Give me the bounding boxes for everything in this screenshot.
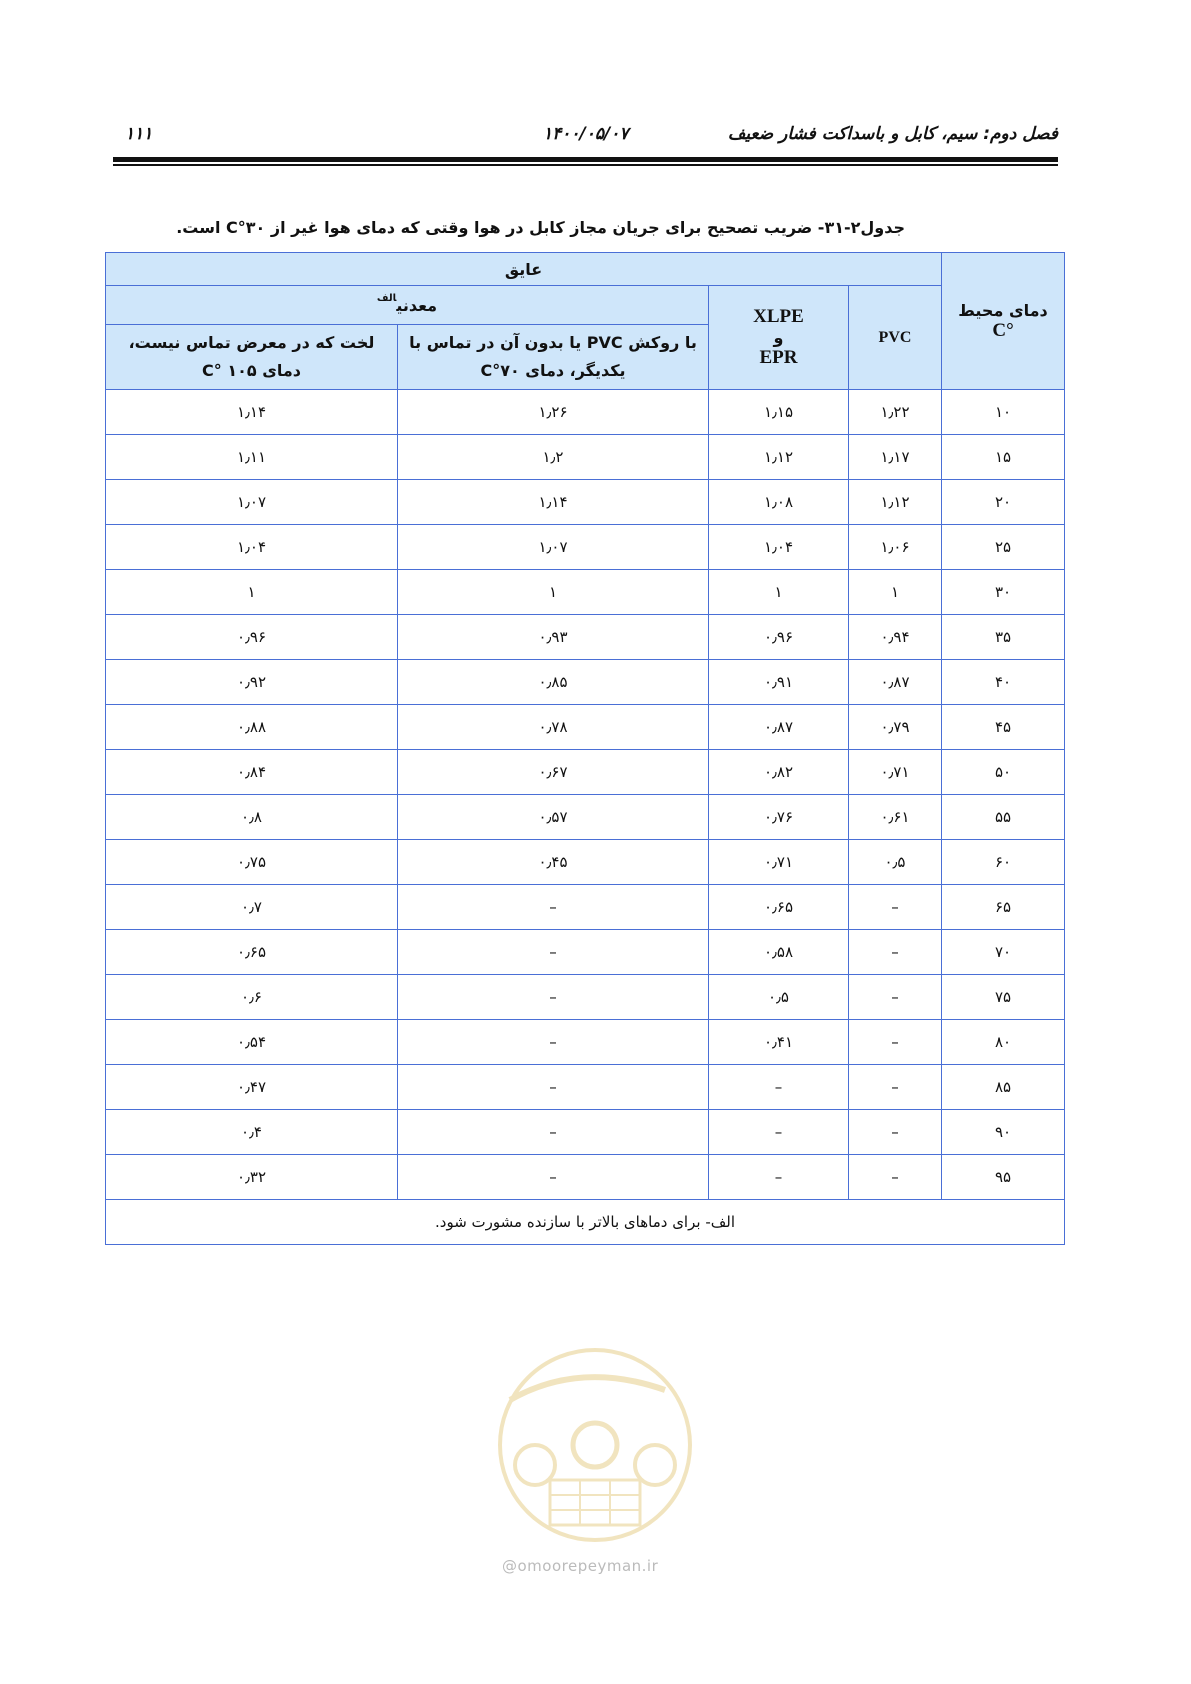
ambient-label: دمای محیط <box>958 300 1048 320</box>
cell-ambient-temp: ۶۵ <box>942 885 1065 930</box>
watermark-url: @omoorepeyman.ir <box>502 1557 659 1575</box>
header-mineral-bare <box>106 325 398 390</box>
cell-pvc: – <box>849 1065 942 1110</box>
cell-mineral-bare: ۰٫۶ <box>106 975 398 1020</box>
cell-mineral-pvc-sheathed: ۰٫۶۷ <box>398 750 709 795</box>
cell-mineral-pvc-sheathed: – <box>398 885 709 930</box>
cell-mineral-pvc-sheathed: ۱٫۲ <box>398 435 709 480</box>
cell-xlpe-epr: ۱٫۰۴ <box>709 525 849 570</box>
mineral-footnote-mark: الف <box>376 292 397 304</box>
table-row <box>106 480 1065 525</box>
table-row <box>106 1155 1065 1200</box>
cell-ambient-temp: ۸۰ <box>942 1020 1065 1065</box>
epr-label: EPR <box>759 347 798 368</box>
header-pvc: PVC <box>849 286 942 390</box>
table-row <box>106 840 1065 885</box>
table-row <box>106 885 1065 930</box>
header-date: ۱۴۰۰/۰۵/۰۷ <box>543 124 629 144</box>
mineral-label: معدنی <box>396 295 438 315</box>
cell-mineral-pvc-sheathed: ۰٫۵۷ <box>398 795 709 840</box>
cell-ambient-temp: ۸۵ <box>942 1065 1065 1110</box>
cell-pvc: – <box>849 1110 942 1155</box>
cell-mineral-bare: ۱٫۱۱ <box>106 435 398 480</box>
cell-mineral-pvc-sheathed: ۱ <box>398 570 709 615</box>
cell-ambient-temp: ۴۰ <box>942 660 1065 705</box>
table-row <box>106 1110 1065 1155</box>
cell-xlpe-epr: ۰٫۷۱ <box>709 840 849 885</box>
cell-xlpe-epr: ۰٫۹۶ <box>709 615 849 660</box>
cell-ambient-temp: ۷۰ <box>942 930 1065 975</box>
header-insulation: عایق <box>106 253 942 286</box>
cell-xlpe-epr: ۰٫۴۱ <box>709 1020 849 1065</box>
header-rule <box>113 157 1058 162</box>
cell-xlpe-epr: ۰٫۹۱ <box>709 660 849 705</box>
table-row <box>106 615 1065 660</box>
cell-mineral-bare: ۰٫۳۲ <box>106 1155 398 1200</box>
cell-ambient-temp: ۶۰ <box>942 840 1065 885</box>
correction-factor-table <box>105 252 1065 1245</box>
table-body <box>106 390 1065 1200</box>
cell-xlpe-epr: ۰٫۸۷ <box>709 705 849 750</box>
cell-ambient-temp: ۴۵ <box>942 705 1065 750</box>
cell-mineral-pvc-sheathed: ۱٫۰۷ <box>398 525 709 570</box>
mineral-b-line1: لخت که در معرض تماس نیست، <box>128 333 375 352</box>
cell-ambient-temp: ۹۰ <box>942 1110 1065 1155</box>
cell-mineral-pvc-sheathed: ۰٫۸۵ <box>398 660 709 705</box>
seal-logo-icon <box>490 1330 700 1560</box>
cell-mineral-pvc-sheathed: ۰٫۷۸ <box>398 705 709 750</box>
table-row <box>106 660 1065 705</box>
cell-ambient-temp: ۳۵ <box>942 615 1065 660</box>
table-row <box>106 525 1065 570</box>
cell-ambient-temp: ۱۵ <box>942 435 1065 480</box>
cell-pvc: ۱٫۰۶ <box>849 525 942 570</box>
cell-ambient-temp: ۷۵ <box>942 975 1065 1020</box>
page-header <box>113 124 1058 154</box>
mineral-a-line2: یکدیگر، دمای ۷۰°C <box>480 361 626 380</box>
header-mineral-pvc-sheathed <box>398 325 709 390</box>
cell-xlpe-epr: ۰٫۷۶ <box>709 795 849 840</box>
cell-xlpe-epr: – <box>709 1155 849 1200</box>
cell-pvc: ۰٫۵ <box>849 840 942 885</box>
cell-xlpe-epr: – <box>709 1065 849 1110</box>
cell-pvc: – <box>849 885 942 930</box>
cell-mineral-bare: ۰٫۴۷ <box>106 1065 398 1110</box>
and-label: و <box>773 328 784 347</box>
cell-ambient-temp: ۵۰ <box>942 750 1065 795</box>
mineral-a-line1: با روکش PVC یا بدون آن در تماس با <box>409 333 697 352</box>
cell-mineral-pvc-sheathed: – <box>398 1110 709 1155</box>
cell-ambient-temp: ۲۰ <box>942 480 1065 525</box>
table-caption: جدول۲-۳۱- ضریب تصحیح برای جریان مجاز کابل در هوا وقتی که دمای هوا غیر از ۳۰°C است. <box>176 218 905 237</box>
cell-xlpe-epr: – <box>709 1110 849 1155</box>
cell-xlpe-epr: ۱٫۰۸ <box>709 480 849 525</box>
cell-mineral-pvc-sheathed: ۱٫۲۶ <box>398 390 709 435</box>
header-xlpe-epr <box>709 286 849 390</box>
mineral-b-line2: دمای ۱۰۵ °C <box>202 361 301 380</box>
cell-pvc: ۰٫۷۹ <box>849 705 942 750</box>
table-row <box>106 1065 1065 1110</box>
cell-pvc: ۰٫۷۱ <box>849 750 942 795</box>
cell-pvc: ۰٫۸۷ <box>849 660 942 705</box>
table-row <box>106 570 1065 615</box>
table-row <box>106 975 1065 1020</box>
cell-pvc: ۰٫۶۱ <box>849 795 942 840</box>
cell-mineral-bare: ۱٫۱۴ <box>106 390 398 435</box>
ambient-unit: °C <box>992 319 1014 341</box>
cell-xlpe-epr: ۰٫۵ <box>709 975 849 1020</box>
cell-xlpe-epr: ۰٫۵۸ <box>709 930 849 975</box>
cell-mineral-pvc-sheathed: ۰٫۴۵ <box>398 840 709 885</box>
table-row <box>106 795 1065 840</box>
cell-mineral-pvc-sheathed: – <box>398 1020 709 1065</box>
header-rule-thin <box>113 164 1058 166</box>
cell-xlpe-epr: ۱ <box>709 570 849 615</box>
cell-pvc: ۱٫۲۲ <box>849 390 942 435</box>
cell-mineral-bare: ۰٫۷۵ <box>106 840 398 885</box>
cell-pvc: ۱٫۱۷ <box>849 435 942 480</box>
cell-mineral-pvc-sheathed: – <box>398 1065 709 1110</box>
cell-pvc: – <box>849 1155 942 1200</box>
cell-mineral-bare: ۰٫۶۵ <box>106 930 398 975</box>
cell-mineral-bare: ۰٫۹۲ <box>106 660 398 705</box>
cell-pvc: – <box>849 975 942 1020</box>
table-row <box>106 1020 1065 1065</box>
cell-mineral-bare: ۱ <box>106 570 398 615</box>
chapter-title: فصل دوم: سیم، کابل و باسداکت فشار ضعیف <box>727 124 1058 144</box>
cell-mineral-bare: ۰٫۸۸ <box>106 705 398 750</box>
cell-mineral-bare: ۰٫۴ <box>106 1110 398 1155</box>
cell-mineral-pvc-sheathed: – <box>398 930 709 975</box>
cell-ambient-temp: ۵۵ <box>942 795 1065 840</box>
cell-ambient-temp: ۲۵ <box>942 525 1065 570</box>
table-row <box>106 750 1065 795</box>
table-footnote: الف- برای دماهای بالاتر با سازنده مشورت شود. <box>106 1200 1065 1245</box>
cell-pvc: – <box>849 1020 942 1065</box>
cell-mineral-bare: ۰٫۵۴ <box>106 1020 398 1065</box>
cell-mineral-bare: ۱٫۰۷ <box>106 480 398 525</box>
cell-ambient-temp: ۹۵ <box>942 1155 1065 1200</box>
cell-mineral-pvc-sheathed: ۱٫۱۴ <box>398 480 709 525</box>
cell-xlpe-epr: ۱٫۱۲ <box>709 435 849 480</box>
table-row <box>106 390 1065 435</box>
cell-mineral-bare: ۰٫۸۴ <box>106 750 398 795</box>
cell-mineral-pvc-sheathed: ۰٫۹۳ <box>398 615 709 660</box>
cell-ambient-temp: ۱۰ <box>942 390 1065 435</box>
cell-xlpe-epr: ۱٫۱۵ <box>709 390 849 435</box>
page-number: ۱۱۱ <box>125 124 153 144</box>
xlpe-label: XLPE <box>753 306 804 327</box>
table-row <box>106 705 1065 750</box>
cell-ambient-temp: ۳۰ <box>942 570 1065 615</box>
cell-pvc: ۱٫۱۲ <box>849 480 942 525</box>
cell-pvc: ۱ <box>849 570 942 615</box>
cell-mineral-bare: ۰٫۷ <box>106 885 398 930</box>
cell-pvc: – <box>849 930 942 975</box>
cell-xlpe-epr: ۰٫۸۲ <box>709 750 849 795</box>
table-row <box>106 435 1065 480</box>
cell-mineral-bare: ۰٫۸ <box>106 795 398 840</box>
cell-xlpe-epr: ۰٫۶۵ <box>709 885 849 930</box>
cell-mineral-pvc-sheathed: – <box>398 1155 709 1200</box>
cell-pvc: ۰٫۹۴ <box>849 615 942 660</box>
table-row <box>106 930 1065 975</box>
header-mineral <box>106 286 709 325</box>
cell-mineral-bare: ۱٫۰۴ <box>106 525 398 570</box>
header-ambient-temp <box>942 253 1065 390</box>
cell-mineral-pvc-sheathed: – <box>398 975 709 1020</box>
cell-mineral-bare: ۰٫۹۶ <box>106 615 398 660</box>
